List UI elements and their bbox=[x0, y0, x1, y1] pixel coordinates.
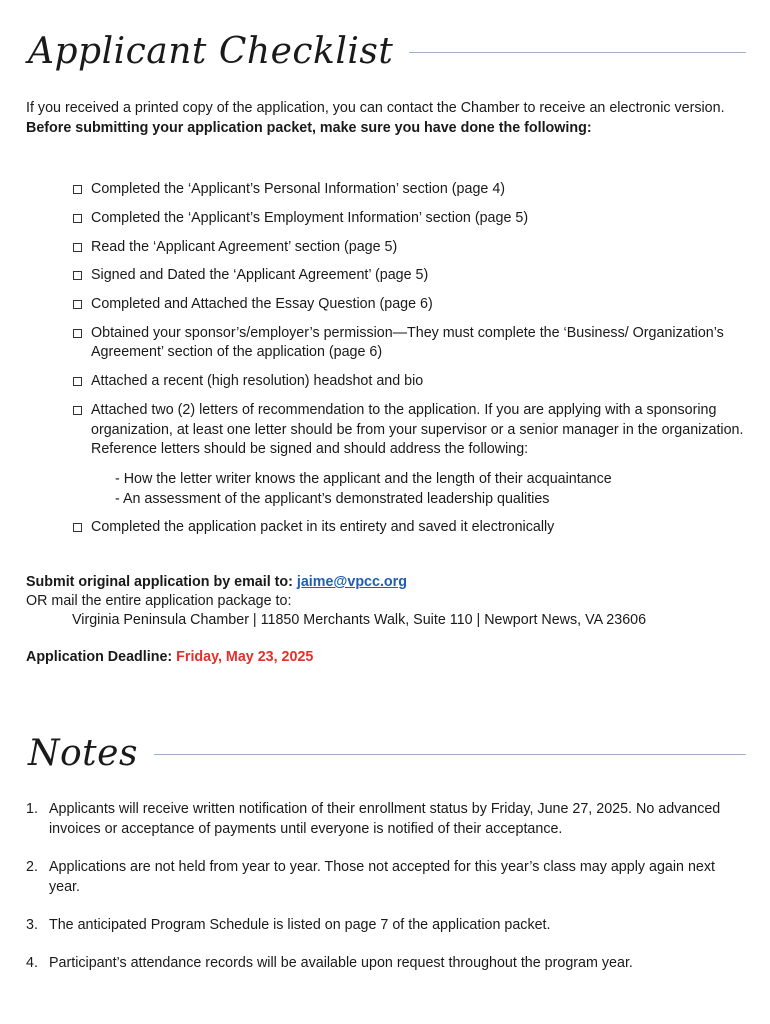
checklist bbox=[72, 180, 752, 547]
checkbox-icon[interactable] bbox=[73, 406, 82, 415]
checklist-item[interactable] bbox=[72, 295, 752, 315]
intro-bold-text: Before submitting your application packet, make sure you have done the following: bbox=[26, 120, 592, 136]
checklist-item[interactable] bbox=[72, 401, 752, 509]
note-text: Applications are not held from year to year. Those not accepted for this year’s class may apply again next year. bbox=[49, 859, 715, 895]
checklist-item[interactable] bbox=[72, 372, 752, 392]
checkbox-icon[interactable] bbox=[73, 300, 82, 309]
checkbox-icon[interactable] bbox=[73, 329, 82, 338]
recommendation-requirements bbox=[91, 469, 752, 509]
application-deadline bbox=[26, 649, 313, 665]
mailing-address: Virginia Peninsula Chamber | 11850 Merchants Walk, Suite 110 | Newport News, VA 23606 bbox=[72, 612, 647, 628]
sub-list-item: - How the letter writer knows the applicant and the length of their acquaintance bbox=[115, 470, 612, 487]
checklist-item[interactable] bbox=[72, 518, 752, 538]
checkbox-icon[interactable] bbox=[73, 377, 82, 386]
checkbox-icon[interactable] bbox=[73, 185, 82, 194]
checkbox-icon[interactable] bbox=[73, 214, 82, 223]
note-number: 3. bbox=[26, 917, 38, 933]
note-number: 4. bbox=[26, 955, 38, 971]
intro-text: If you received a printed copy of the application, you can contact the Chamber to receive an electronic version. bbox=[26, 100, 725, 116]
checklist-item-label: Completed the application packet in its entirety and saved it electronically bbox=[91, 518, 555, 535]
note-text: Applicants will receive written notification of their enrollment status by Friday, June 27, 2025. No advanced invoices or acceptance of payments until everyone is notified of their acceptance. bbox=[49, 801, 721, 837]
submit-label: Submit original application by email to: bbox=[26, 574, 297, 590]
note-item bbox=[26, 953, 746, 973]
checklist-item-label: Signed and Dated the ‘Applicant Agreement’ (page 5) bbox=[91, 267, 429, 284]
checklist-heading bbox=[28, 31, 746, 72]
checklist-item[interactable] bbox=[72, 238, 752, 258]
checklist-item-label: Attached two (2) letters of recommendation to the application. If you are applying with a sponsoring organization, at least one letter should be from your supervisor or a senior manager in the organization. Reference letters should be signed and should address the following: bbox=[91, 402, 744, 458]
checklist-item[interactable] bbox=[72, 180, 752, 200]
checklist-item-label: Attached a recent (high resolution) headshot and bio bbox=[91, 373, 424, 390]
deadline-label: Application Deadline: bbox=[26, 649, 177, 665]
note-item bbox=[26, 857, 746, 897]
notes-title: Notes bbox=[28, 733, 138, 774]
note-text: Participant’s attendance records will be available upon request throughout the program year. bbox=[49, 955, 633, 971]
notes-list bbox=[26, 799, 746, 973]
checklist-item-label: Completed the ‘Applicant’s Personal Information’ section (page 4) bbox=[91, 181, 506, 197]
checklist-item[interactable] bbox=[72, 324, 752, 363]
intro-paragraph bbox=[26, 98, 726, 138]
checklist-item-label: Completed the ‘Applicant’s Employment Information’ section (page 5) bbox=[91, 209, 529, 226]
email-link[interactable]: jaime@vpcc.org bbox=[296, 574, 407, 590]
title-divider bbox=[154, 754, 746, 755]
checklist-item[interactable] bbox=[72, 209, 752, 229]
sub-list-item: - An assessment of the applicant’s demonstrated leadership qualities bbox=[115, 490, 550, 507]
note-number: 2. bbox=[26, 859, 38, 875]
note-item bbox=[26, 915, 746, 935]
note-number: 1. bbox=[26, 801, 38, 817]
note-item bbox=[26, 799, 746, 839]
checklist-title: Applicant Checklist bbox=[28, 31, 394, 72]
deadline-date: Friday, May 23, 2025 bbox=[176, 649, 314, 665]
checklist-item-label: Read the ‘Applicant Agreement’ section (page 5) bbox=[91, 238, 398, 255]
note-text: The anticipated Program Schedule is listed on page 7 of the application packet. bbox=[49, 917, 551, 933]
mail-instruction: OR mail the entire application package to: bbox=[26, 593, 292, 609]
submission-instructions bbox=[26, 573, 746, 630]
checklist-item[interactable] bbox=[72, 266, 752, 286]
title-divider bbox=[409, 52, 746, 53]
checklist-item-label: Completed and Attached the Essay Question (page 6) bbox=[91, 296, 433, 313]
checklist-item-label: Obtained your sponsor’s/employer’s permission—They must complete the ‘Business/ Organization’s Agreement’ section of the application (page 6) bbox=[91, 324, 724, 361]
checkbox-icon[interactable] bbox=[73, 271, 82, 280]
checkbox-icon[interactable] bbox=[73, 243, 82, 252]
checkbox-icon[interactable] bbox=[73, 523, 82, 532]
notes-heading bbox=[28, 733, 746, 774]
